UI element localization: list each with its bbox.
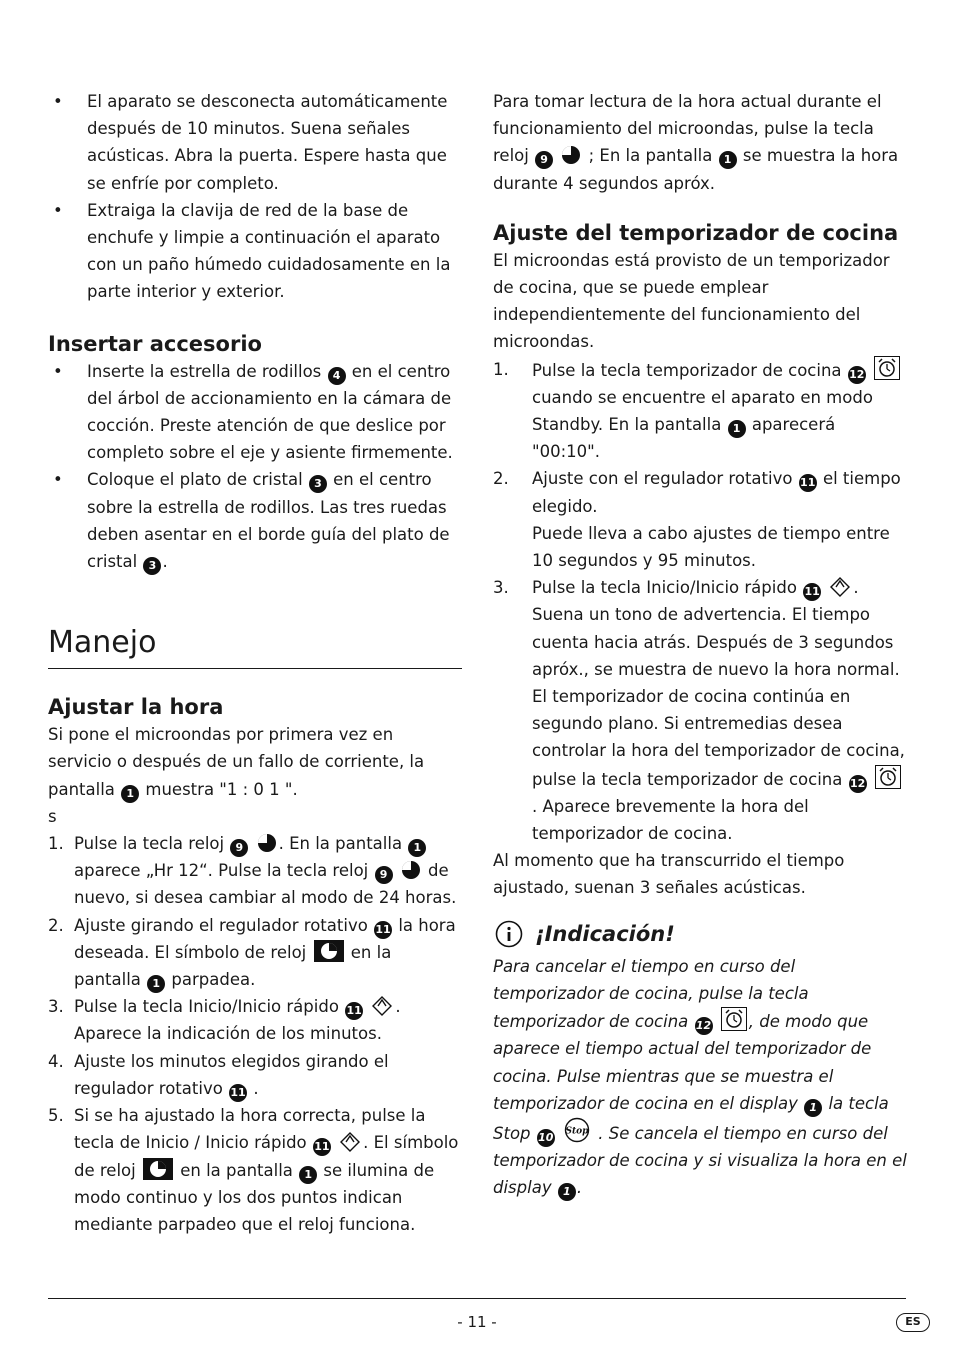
- bullet-item: [48, 358, 462, 467]
- kitchen-timer-icon: [874, 356, 900, 380]
- text: Inserte la estrella de rodillos: [87, 361, 322, 381]
- stop-label: Stop: [565, 1126, 589, 1137]
- ref-number: 3: [143, 557, 161, 575]
- step-item: [48, 830, 462, 912]
- text: parpadea.: [171, 970, 256, 990]
- ref-number: 9: [230, 839, 248, 857]
- text: .: [253, 1078, 259, 1098]
- text: Ajuste los minutos elegidos girando el regulador rotativo: [74, 1051, 389, 1098]
- bullet-text: El aparato se desconecta automáticamente después de 10 minutos. Suena señales acústicas. Abra la puerta. Espere hasta que se enfríe por completo.: [87, 92, 448, 193]
- step-number: 1.: [48, 834, 64, 854]
- heading-temporizador: Ajuste del temporizador de cocina: [493, 220, 899, 245]
- section-rule: [48, 668, 462, 669]
- start-diamond-icon: [829, 577, 851, 597]
- step-item: [493, 465, 907, 519]
- heading-ajustar-hora: Ajustar la hora: [48, 695, 224, 720]
- start-diamond-icon: [339, 1132, 361, 1152]
- hora-intro: [48, 721, 462, 803]
- text: muestra "1 : 0 1 ".: [145, 779, 298, 799]
- ref-number: 9: [375, 866, 393, 884]
- text: Para tomar lectura de la hora actual durante el funcionamiento del microondas, pulse la tecla reloj: [493, 92, 882, 166]
- text: Puede lleva a cabo ajustes de tiempo entre 10 segundos y 95 minutos.: [532, 523, 890, 571]
- text: Ajuste girando el regulador rotativo: [74, 915, 368, 935]
- text: en la pantalla: [180, 1160, 293, 1180]
- ref-number: 11: [345, 1002, 363, 1020]
- clock-pie-icon: [257, 833, 277, 853]
- ref-number: 1: [299, 1166, 317, 1184]
- ref-number: 4: [328, 367, 346, 385]
- section-title-manejo: Manejo: [48, 625, 157, 661]
- step-item: [48, 1048, 462, 1102]
- right-column: [493, 88, 907, 1202]
- ref-number: 11: [374, 921, 392, 939]
- text: .: [576, 1178, 583, 1198]
- bullet-marker: •: [53, 92, 63, 111]
- text: . En la pantalla: [278, 834, 403, 854]
- stop-button-icon: [563, 1117, 591, 1143]
- step-number: 3.: [493, 578, 509, 598]
- note-title: ¡Indicación!: [535, 921, 675, 946]
- language-badge: ES: [896, 1313, 930, 1332]
- text: Pulse la tecla Inicio/Inicio rápido: [74, 997, 339, 1017]
- start-diamond-icon: [371, 996, 393, 1016]
- text: en el centro sobre la estrella de rodillos. Las tres ruedas deben asentar en el borde guía del plato de cristal: [87, 470, 450, 572]
- ref-number: 1: [558, 1183, 576, 1201]
- text: . Aparece la indicación de los minutos.: [74, 997, 401, 1044]
- step-number: 5.: [48, 1106, 64, 1126]
- temporizador-outro: Al momento que ha transcurrido el tiempo ajustado, suenan 3 señales acústicas.: [493, 851, 845, 898]
- text: . Suena un tono de advertencia. El tiempo cuenta hacia atrás. Después de 3 segundos apróx., se muestra de nuevo la hora normal. El temporizador de cocina continúa en segundo plano. Si entremedias desea controlar la hora del temporizador de cocina, pulse la tecla temporizador de cocina: [532, 578, 905, 789]
- text: el tiempo elegido.: [532, 469, 901, 516]
- footer-rule: [48, 1298, 906, 1299]
- kitchen-timer-icon: [721, 1007, 747, 1031]
- ref-number: 3: [309, 475, 327, 493]
- text: la hora deseada. El símbolo de reloj: [74, 915, 456, 962]
- bullet-item: [48, 88, 462, 197]
- left-column: [48, 88, 462, 1238]
- kitchen-timer-icon: [875, 765, 901, 789]
- text: . Se cancela el tiempo en curso del temporizador de cocina y si visualiza la hora en el display: [493, 1123, 907, 1198]
- page-number: - 11 -: [457, 1313, 497, 1331]
- clock-pie-icon: [401, 860, 421, 880]
- text: . Aparece brevemente la hora del temporizador de cocina.: [532, 796, 809, 844]
- text: de nuevo, si desea cambiar al modo de 24 horas.: [74, 861, 457, 908]
- clock-display-icon: [143, 1158, 173, 1180]
- ref-number: 12: [849, 775, 867, 793]
- text: la tecla Stop: [493, 1093, 889, 1143]
- step-item: [48, 993, 462, 1047]
- text: , de modo que aparece el tiempo actual del temporizador de cocina. Pulse mientras que se muestra el temporizador de cocina en el display: [493, 1012, 872, 1113]
- heading-insertar-accesorio: Insertar accesorio: [48, 331, 262, 356]
- text: en la pantalla: [74, 942, 392, 990]
- bullet-marker: •: [53, 200, 63, 220]
- ref-number: 11: [229, 1084, 247, 1102]
- note-text: [493, 953, 907, 1202]
- bullet-marker: •: [53, 470, 63, 490]
- text: Ajuste con el regulador rotativo: [532, 469, 793, 489]
- info-icon: [495, 920, 523, 948]
- ref-number: 12: [848, 366, 866, 384]
- bullet-marker: •: [53, 361, 63, 381]
- ref-number: 12: [695, 1017, 713, 1035]
- ref-number: 9: [535, 151, 553, 169]
- text: cuando se encuentre el aparato en modo Standby. En la pantalla: [532, 387, 873, 435]
- step-number: 4.: [48, 1051, 64, 1071]
- ref-number: 1: [408, 839, 426, 857]
- text: Para cancelar el tiempo en curso del temporizador de cocina, pulse la tecla temporizador de cocina: [493, 956, 809, 1032]
- clock-pie-icon: [561, 145, 581, 165]
- lectura-paragraph: [493, 88, 907, 197]
- ref-number: 1: [121, 785, 139, 803]
- step-number: 1.: [493, 359, 509, 379]
- stray-char: s: [48, 806, 57, 826]
- step-number: 2.: [48, 915, 64, 935]
- step-item: [48, 1102, 462, 1238]
- text: Pulse la tecla Inicio/Inicio rápido: [532, 578, 797, 598]
- text: aparecerá "00:10".: [532, 415, 836, 462]
- temporizador-intro: El microondas está provisto de un temporizador de cocina, que se puede emplear independientemente del funcionamiento del microondas.: [493, 250, 890, 352]
- ref-number: 1: [728, 420, 746, 438]
- text: Pulse la tecla temporizador de cocina: [532, 360, 842, 380]
- ref-number: 11: [803, 583, 821, 601]
- note-heading: [493, 919, 907, 949]
- bullet-item: [48, 466, 462, 575]
- step-item: [493, 356, 907, 466]
- step-item: [493, 574, 907, 847]
- clock-display-icon: [314, 940, 344, 962]
- step-number: 2.: [493, 469, 509, 489]
- text: en el centro del árbol de accionamiento en la cámara de cocción. Preste atención de que deslice por completo sobre el eje y asiente firmemente.: [87, 361, 453, 463]
- ref-number: 1: [719, 151, 737, 169]
- text: se muestra la hora durante 4 segundos apróx.: [493, 146, 899, 193]
- text: se ilumina de modo continuo y los dos puntos indican mediante parpadeo que el reloj funciona.: [74, 1160, 435, 1234]
- text: Coloque el plato de cristal: [87, 470, 303, 490]
- step-subtext: [493, 520, 907, 574]
- ref-number: 11: [313, 1138, 331, 1156]
- text: .: [162, 552, 168, 572]
- step-number: 3.: [48, 997, 64, 1017]
- ref-number: 10: [537, 1129, 555, 1147]
- text: ; En la pantalla: [588, 146, 713, 166]
- bullet-item: [48, 197, 462, 306]
- step-item: [48, 912, 462, 994]
- text: . El símbolo de reloj: [74, 1133, 459, 1180]
- text: Si se ha ajustado la hora correcta, pulse la tecla de Inicio / Inicio rápido: [74, 1106, 426, 1153]
- bullet-text: Extraiga la clavija de red de la base de enchufe y limpie a continuación el aparato con un paño húmedo cuidadosamente en la parte interior y exterior.: [87, 200, 451, 302]
- ref-number: 11: [799, 474, 817, 492]
- text: Si pone el microondas por primera vez en servicio o después de un fallo de corriente, la pantalla: [48, 725, 425, 799]
- ref-number: 1: [147, 975, 165, 993]
- text: Pulse la tecla reloj: [74, 834, 225, 854]
- ref-number: 1: [804, 1099, 822, 1117]
- text: aparece „Hr 12“. Pulse la tecla reloj: [74, 861, 369, 881]
